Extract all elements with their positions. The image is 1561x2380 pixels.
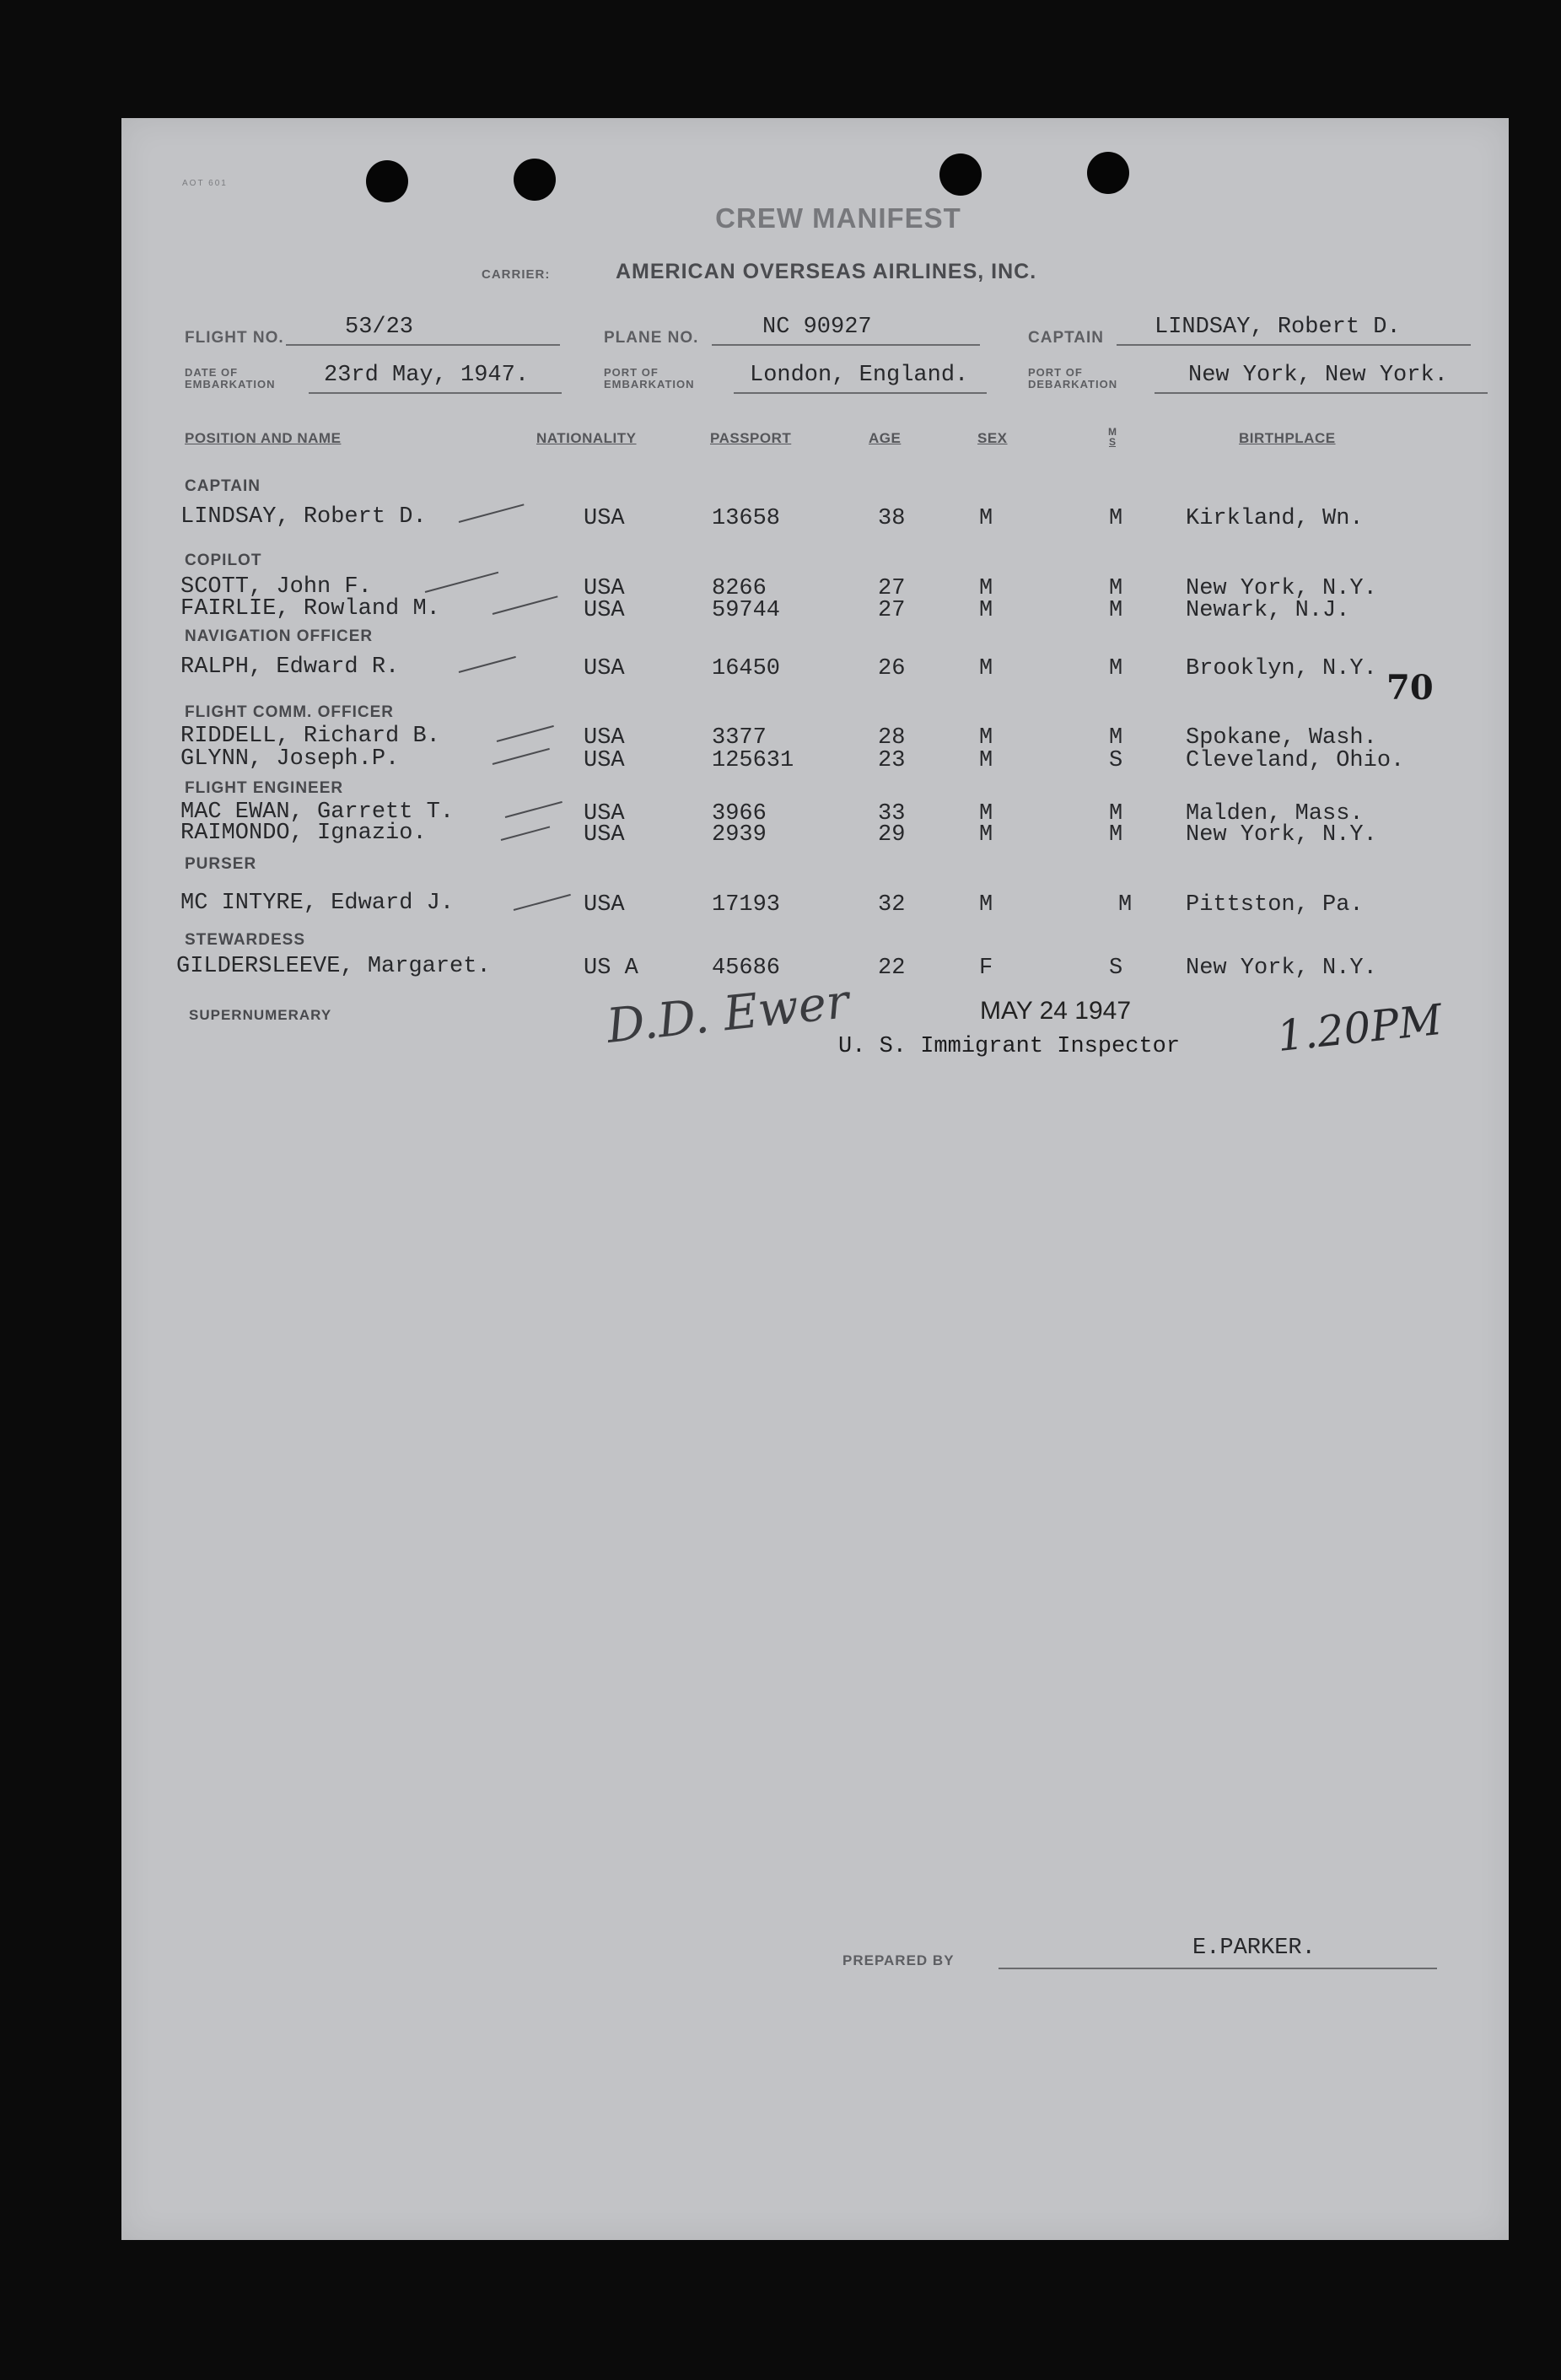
crew-marital: M (1109, 725, 1123, 751)
column-header-nationality: NATIONALITY (536, 430, 637, 446)
column-header-sex: SEX (977, 430, 1008, 446)
crew-birthplace: Brooklyn, N.Y. (1186, 656, 1377, 681)
crew-sex: M (979, 656, 993, 681)
prepared-by-value: E.PARKER. (1192, 1936, 1316, 1961)
section-copilot: COPILOT (185, 552, 262, 569)
crew-nationality: USA (584, 822, 625, 848)
crew-sex: M (979, 725, 993, 751)
carrier-name: AMERICAN OVERSEAS AIRLINES, INC. (616, 260, 1037, 283)
column-header-marital (1108, 427, 1117, 447)
check-mark (514, 894, 571, 911)
flight-value: 53/23 (345, 315, 414, 340)
punch-hole (514, 159, 556, 201)
crew-age: 33 (878, 801, 906, 827)
crew-passport: 45686 (712, 956, 781, 981)
crew-nationality: USA (584, 748, 625, 773)
crew-name: MC INTYRE, Edward J. (180, 891, 455, 916)
crew-birthplace: New York, N.Y. (1186, 956, 1377, 981)
crew-name: FAIRLIE, Rowland M. (180, 596, 440, 622)
inspector-signature: D.D. Ewer (604, 974, 852, 1054)
crew-birthplace: Malden, Mass. (1186, 801, 1364, 827)
crew-age: 23 (878, 748, 906, 773)
crew-marital: M (1109, 576, 1123, 601)
inspector-title: U. S. Immigrant Inspector (838, 1034, 1181, 1059)
pod-value: New York, New York. (1188, 363, 1448, 388)
crew-marital: S (1109, 956, 1123, 981)
section-purser: PURSER (185, 855, 257, 873)
column-header-passport: PASSPORT (710, 430, 792, 446)
check-mark (459, 503, 525, 523)
check-mark (501, 827, 550, 841)
carrier-label: CARRIER: (482, 267, 551, 282)
doe-label-top: DATE OF (185, 366, 239, 379)
crew-name: GILDERSLEEVE, Margaret. (176, 954, 491, 979)
manifest-sheet (121, 118, 1509, 2240)
crew-marital: M (1109, 801, 1123, 827)
crew-passport: 3966 (712, 801, 767, 827)
crew-sex: M (979, 506, 993, 531)
crew-age: 22 (878, 956, 906, 981)
crew-birthplace: Newark, N.J. (1186, 598, 1350, 623)
captain-value: LINDSAY, Robert D. (1155, 315, 1401, 340)
crew-age: 32 (878, 892, 906, 918)
section-captain: CAPTAIN (185, 477, 261, 495)
crew-age: 27 (878, 576, 906, 601)
crew-passport: 3377 (712, 725, 767, 751)
section-navigation-officer: NAVIGATION OFFICER (185, 627, 374, 645)
column-header-position: POSITION AND NAME (185, 430, 342, 446)
plane-value: NC 90927 (762, 315, 872, 340)
prepared-by-label: PREPARED BY (842, 1952, 955, 1968)
doe-label-bottom: EMBARKATION (185, 378, 276, 390)
crew-name: RALPH, Edward R. (180, 654, 400, 680)
crew-marital: S (1109, 748, 1123, 773)
doe-value: 23rd May, 1947. (324, 363, 530, 388)
crew-sex: M (979, 598, 993, 623)
crew-marital: M (1109, 506, 1123, 531)
crew-name: MAC EWAN, Garrett T. (180, 800, 455, 825)
crew-sex: M (979, 822, 993, 848)
page-title: CREW MANIFEST (715, 202, 961, 234)
pod-label-bottom: DEBARKATION (1028, 378, 1118, 390)
crew-nationality: USA (584, 725, 625, 751)
section-flight-engineer: FLIGHT ENGINEER (185, 779, 344, 797)
check-mark (493, 595, 558, 615)
handwritten-count: 70 (1386, 668, 1434, 708)
crew-birthplace: New York, N.Y. (1186, 822, 1377, 848)
crew-age: 38 (878, 506, 906, 531)
doe-underline (309, 392, 562, 394)
crew-name: GLYNN, Joseph.P. (180, 746, 400, 772)
section-flight-comm-officer: FLIGHT COMM. OFFICER (185, 703, 394, 721)
crew-birthplace: Pittston, Pa. (1186, 892, 1364, 918)
crew-nationality: USA (584, 598, 625, 623)
poe-value: London, England. (750, 363, 969, 388)
crew-marital: M (1109, 656, 1123, 681)
crew-birthplace: Cleveland, Ohio. (1186, 748, 1405, 773)
crew-passport: 17193 (712, 892, 781, 918)
crew-passport: 59744 (712, 598, 781, 623)
check-mark (505, 801, 562, 818)
crew-age: 27 (878, 598, 906, 623)
section-stewardess: STEWARDESS (185, 931, 306, 949)
crew-nationality: USA (584, 892, 625, 918)
check-mark (497, 725, 554, 742)
punch-hole (939, 153, 982, 196)
poe-label-top: PORT OF (604, 366, 659, 379)
crew-nationality: USA (584, 656, 625, 681)
crew-birthplace: Spokane, Wash. (1186, 725, 1377, 751)
crew-name: RAIMONDO, Ignazio. (180, 821, 427, 846)
crew-age: 28 (878, 725, 906, 751)
crew-nationality: USA (584, 576, 625, 601)
captain-label: CAPTAIN (1028, 329, 1105, 347)
crew-passport: 16450 (712, 656, 781, 681)
plane-underline (712, 344, 980, 346)
pod-underline (1155, 392, 1488, 394)
handwritten-time: 1.20PM (1274, 994, 1445, 1062)
crew-birthplace: Kirkland, Wn. (1186, 506, 1364, 531)
crew-age: 26 (878, 656, 906, 681)
section-supernumerary: SUPERNUMERARY (189, 1007, 332, 1023)
crew-passport: 2939 (712, 822, 767, 848)
crew-nationality: USA (584, 801, 625, 827)
flight-label: FLIGHT NO. (185, 329, 284, 347)
crew-sex: M (979, 801, 993, 827)
crew-marital: M (1109, 822, 1123, 848)
plane-label: PLANE NO. (604, 329, 699, 347)
crew-passport: 125631 (712, 748, 794, 773)
crew-sex: F (979, 956, 993, 981)
form-code: AOT 601 (182, 179, 228, 188)
crew-age: 29 (878, 822, 906, 848)
marital-m-label: M (1108, 426, 1117, 438)
pod-label-top: PORT OF (1028, 366, 1083, 379)
captain-underline (1117, 344, 1471, 346)
crew-sex: M (979, 892, 993, 918)
crew-birthplace: New York, N.Y. (1186, 576, 1377, 601)
crew-marital: M (1118, 892, 1133, 918)
crew-name: LINDSAY, Robert D. (180, 504, 427, 530)
stamp-date: MAY 24 1947 (980, 997, 1132, 1025)
check-mark (459, 656, 516, 673)
poe-underline (734, 392, 987, 394)
punch-hole (366, 160, 408, 202)
column-header-age: AGE (869, 430, 902, 446)
crew-marital: M (1109, 598, 1123, 623)
crew-name: SCOTT, John F. (180, 574, 372, 600)
poe-label-bottom: EMBARKATION (604, 378, 695, 390)
prepared-by-underline (999, 1968, 1437, 1969)
marital-s-label: S (1108, 436, 1116, 448)
crew-passport: 13658 (712, 506, 781, 531)
crew-sex: M (979, 748, 993, 773)
check-mark (425, 572, 498, 593)
crew-nationality: USA (584, 506, 625, 531)
crew-nationality: US A (584, 956, 638, 981)
check-mark (493, 748, 550, 765)
crew-name: RIDDELL, Richard B. (180, 724, 440, 749)
column-header-birthplace: BIRTHPLACE (1239, 430, 1336, 446)
flight-underline (286, 344, 560, 346)
crew-sex: M (979, 576, 993, 601)
punch-hole (1087, 152, 1129, 194)
crew-passport: 8266 (712, 576, 767, 601)
